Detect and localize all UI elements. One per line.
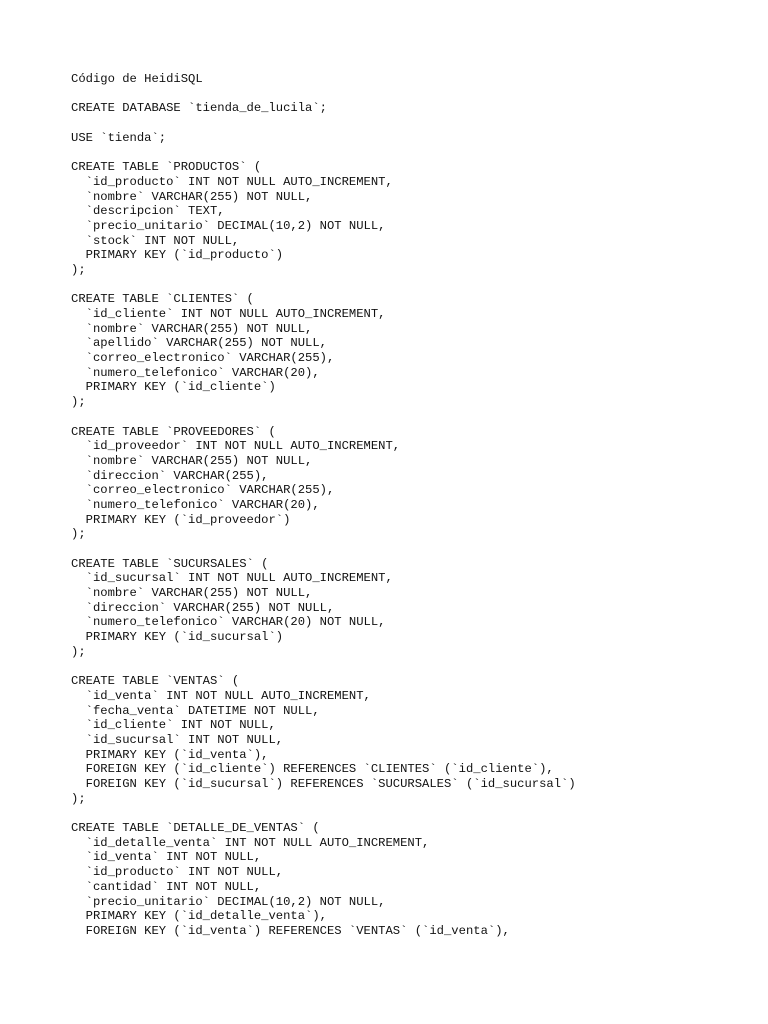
sql-statement (71, 674, 751, 806)
code-line: `direccion` VARCHAR(255) NOT NULL, (71, 600, 335, 615)
code-line: `descripcion` TEXT, (71, 204, 225, 219)
code-line: `id_proveedor` INT NOT NULL AUTO_INCREMENT, (71, 439, 401, 454)
code-line: ); (71, 527, 86, 542)
code-line: PRIMARY KEY (`id_producto`) (71, 248, 284, 263)
code-line: PRIMARY KEY (`id_sucursal`) (71, 630, 284, 645)
code-line: ); (71, 791, 86, 806)
code-line: USE `tienda`; (71, 130, 167, 145)
code-line: `id_sucursal` INT NOT NULL, (71, 732, 284, 747)
code-line: PRIMARY KEY (`id_cliente`) (71, 380, 276, 395)
code-line: `id_detalle_venta` INT NOT NULL AUTO_INCREMENT, (71, 835, 430, 850)
code-line: `id_cliente` INT NOT NULL, (71, 718, 276, 733)
code-line: `id_cliente` INT NOT NULL AUTO_INCREMENT, (71, 307, 386, 321)
code-line: `direccion` VARCHAR(255), (71, 468, 269, 483)
code-line: `numero_telefonico` VARCHAR(20), (71, 497, 320, 512)
code-line: `nombre` VARCHAR(255) NOT NULL, (71, 453, 313, 468)
sql-statement (71, 292, 751, 410)
code-line: CREATE TABLE `VENTAS` ( (71, 674, 240, 689)
code-line: `cantidad` INT NOT NULL, (71, 879, 262, 894)
code-line: `nombre` VARCHAR(255) NOT NULL, (71, 189, 313, 204)
sql-document (71, 72, 751, 939)
code-line: ); (71, 262, 86, 277)
code-line: `apellido` VARCHAR(255) NOT NULL, (71, 336, 327, 351)
code-line: CREATE TABLE `DETALLE_DE_VENTAS` ( (71, 821, 320, 836)
code-line: `nombre` VARCHAR(255) NOT NULL, (71, 321, 313, 336)
blank-line (71, 145, 751, 160)
code-line: `numero_telefonico` VARCHAR(20) NOT NULL, (71, 615, 386, 630)
code-line: `id_sucursal` INT NOT NULL AUTO_INCREMENT, (71, 571, 393, 586)
sql-statement (71, 821, 751, 939)
code-line: FOREIGN KEY (`id_venta`) REFERENCES `VENTAS` (`id_venta`), (71, 923, 510, 938)
code-line: `id_venta` INT NOT NULL, (71, 850, 262, 865)
blank-line (71, 87, 751, 102)
blank-line (71, 806, 751, 821)
sql-statement (71, 160, 751, 278)
code-line: FOREIGN KEY (`id_cliente`) REFERENCES `CLIENTES` (`id_cliente`), (71, 762, 554, 777)
code-line: PRIMARY KEY (`id_proveedor`) (71, 512, 291, 527)
code-line: `correo_electronico` VARCHAR(255), (71, 351, 335, 366)
code-line: ); (71, 395, 86, 410)
document-title: Código de HeidiSQL (71, 72, 203, 86)
code-line: `numero_telefonico` VARCHAR(20), (71, 365, 320, 380)
blank-line (71, 278, 751, 293)
blank-line (71, 542, 751, 557)
code-line: FOREIGN KEY (`id_sucursal`) REFERENCES `SUCURSALES` (`id_sucursal`) (71, 777, 576, 791)
sql-statement (71, 101, 751, 116)
code-line: `correo_electronico` VARCHAR(255), (71, 483, 335, 498)
sql-statement (71, 425, 751, 543)
blank-line (71, 660, 751, 675)
code-line: CREATE TABLE `CLIENTES` ( (71, 292, 254, 307)
sql-statements (71, 87, 751, 939)
code-line: CREATE TABLE `PRODUCTOS` ( (71, 160, 262, 175)
blank-line (71, 410, 751, 425)
code-line: `id_venta` INT NOT NULL AUTO_INCREMENT, (71, 688, 371, 703)
code-line: `nombre` VARCHAR(255) NOT NULL, (71, 586, 313, 601)
code-line: `stock` INT NOT NULL, (71, 233, 240, 248)
blank-line (71, 116, 751, 131)
code-line: CREATE TABLE `PROVEEDORES` ( (71, 424, 276, 439)
code-line: CREATE TABLE `SUCURSALES` ( (71, 556, 269, 571)
code-line: CREATE DATABASE `tienda_de_lucila`; (71, 101, 327, 116)
sql-statement (71, 557, 751, 660)
code-line: `id_producto` INT NOT NULL, (71, 865, 284, 880)
sql-statement (71, 131, 751, 146)
code-line: `id_producto` INT NOT NULL AUTO_INCREMENT, (71, 174, 393, 189)
code-line: ); (71, 644, 86, 659)
code-line: PRIMARY KEY (`id_detalle_venta`), (71, 909, 327, 924)
code-line: `precio_unitario` DECIMAL(10,2) NOT NULL, (71, 894, 386, 909)
code-line: `precio_unitario` DECIMAL(10,2) NOT NULL, (71, 218, 386, 233)
code-line: PRIMARY KEY (`id_venta`), (71, 747, 269, 762)
code-line: `fecha_venta` DATETIME NOT NULL, (71, 703, 320, 718)
